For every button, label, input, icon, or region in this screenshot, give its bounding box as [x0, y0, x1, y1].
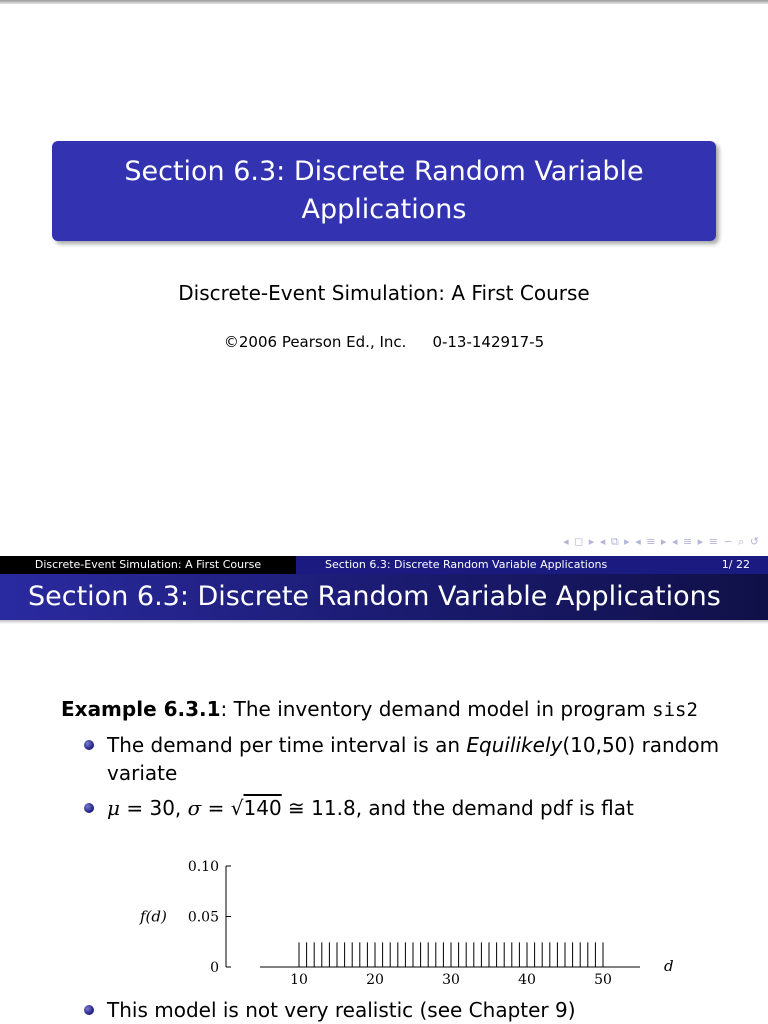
slide-title: Section 6.3: Discrete Random Variable Applications: [124, 156, 644, 225]
bullet-realism: [107, 996, 727, 1024]
footer-course: Discrete-Event Simulation: A First Course: [0, 556, 296, 574]
beamer-nav-icons[interactable]: ◂ ◻ ▸ ◂ ⧉ ▸ ◂ ≡ ▸ ◂ ≡ ▸ ≡ ∽ ⌕ ↺: [563, 535, 760, 548]
bullet2-post: ≅ 11.8, and the demand pdf is flat: [281, 796, 634, 820]
footer-section: Section 6.3: Discrete Random Variable Applications: [325, 558, 608, 571]
bullet1-dist: Equilikely: [466, 733, 563, 757]
y-tick-label: 0.05: [187, 909, 219, 926]
footer-bar: [0, 556, 768, 574]
example-line: [61, 697, 751, 721]
slide-subtitle: Discrete-Event Simulation: A First Course: [178, 281, 590, 305]
title-box: [52, 141, 716, 241]
x-axis-label: d: [664, 957, 674, 975]
bullet-icon: [84, 740, 94, 750]
bullet1-post: (10,50) random variate: [107, 733, 720, 785]
y-tick-label: 0: [210, 960, 219, 976]
footer-right: [296, 556, 768, 574]
bullet-icon: [84, 1005, 94, 1015]
x-tick-label: 30: [442, 972, 460, 988]
top-edge: [0, 0, 768, 4]
program-name: sis2: [652, 699, 698, 721]
example-text: : The inventory demand model in program: [220, 697, 653, 721]
sigma-symbol: σ: [187, 796, 202, 820]
y-axis-label: f(d): [140, 907, 167, 926]
x-tick-label: 40: [518, 972, 536, 988]
bullet-stats: [107, 794, 727, 822]
bullet-icon: [84, 803, 94, 813]
x-tick-label: 10: [290, 972, 308, 988]
copyright-text: ©2006 Pearson Ed., Inc.: [223, 333, 407, 351]
bullet3-text: This model is not very realistic (see Chapter 9): [107, 998, 576, 1022]
bullet2-eq1: = 30,: [120, 796, 188, 820]
demand-pdf-chart: [130, 850, 690, 990]
x-tick-label: 50: [594, 972, 612, 988]
isbn-text: 0-13-142917-5: [432, 333, 545, 351]
bullet1-text: The demand per time interval is an: [107, 733, 467, 757]
bullet2-eq2: = √: [201, 796, 244, 820]
x-tick-label: 20: [366, 972, 384, 988]
bullet-demand: [107, 731, 727, 787]
example-label: Example 6.3.1: [61, 697, 221, 721]
frame-title: Section 6.3: Discrete Random Variable Applications: [0, 574, 768, 620]
y-tick-label: 0.10: [187, 859, 219, 875]
sqrt-value: 140: [243, 796, 282, 820]
footer-page: 1/ 22: [721, 558, 750, 571]
copyright-line: [0, 333, 768, 351]
mu-symbol: μ: [107, 796, 120, 820]
